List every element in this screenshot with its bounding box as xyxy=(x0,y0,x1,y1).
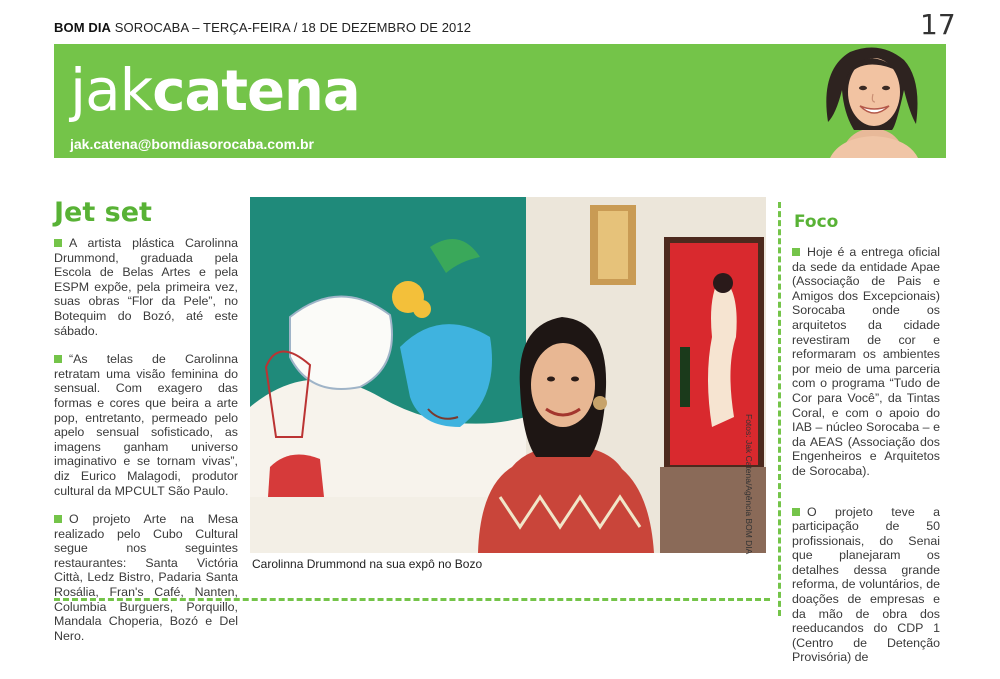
article-heading: Jet set xyxy=(54,197,152,228)
paragraph-text: “As telas de Carolinna retratam uma visão feminina do sensual. Com exagero das formas e cores que beira a arte pop, entretanto, permeado pelo apelo sensual sofisticado, as imagens ganham universo imaginativo e se tornam vivas”, diz Eurico Malagodi, produtor cultural da MPCULT São Paulo. xyxy=(54,352,238,498)
sidebar-heading: Foco xyxy=(794,212,839,232)
article-paragraph xyxy=(54,512,238,643)
column-divider-vertical xyxy=(778,202,781,616)
sidebar-body xyxy=(792,245,940,679)
paragraph-text: A artista plástica Carolinna Drummond, graduada pela Escola de Belas Artes e pela ESPM expõe, pela primeira vez, suas obras “Flor da Pele”, no Botequim do Bozó, até este sábado. xyxy=(54,236,238,338)
photo-credit: Fotos: Jak Catena/Agência BOM DIA xyxy=(744,414,754,555)
page-number: 17 xyxy=(920,8,956,41)
article-paragraph xyxy=(54,352,238,498)
bullet-square-icon xyxy=(54,515,62,523)
bullet-square-icon xyxy=(54,355,62,363)
logo-first-part: jak xyxy=(70,56,153,124)
columnist-portrait xyxy=(800,30,946,158)
logo-second-part: catena xyxy=(152,59,360,124)
column-divider-horizontal xyxy=(54,598,770,601)
bullet-square-icon xyxy=(792,508,800,516)
paragraph-text: O projeto teve a participação de 50 profissionais, do Senai que planejaram os detalhes dessa grande reforma, de voluntários, de doações de empresas e da mão de obra dos reeducandos do CDP 1 (Centro de Detenção Provisória) de xyxy=(792,504,940,665)
bullet-square-icon xyxy=(54,239,62,247)
article-paragraph xyxy=(54,236,238,338)
article-body xyxy=(54,236,238,657)
paragraph-text: O projeto Arte na Mesa realizado pelo Cubo Cultural segue nos seguintes restaurantes: Santa Victória Città, Ledz Bistro, Padaria Santa Rosália, Fran's Café, Nanten, Columbia Burguers, Porquillo, Mandala Choperia, Bozó e Del Nero. xyxy=(54,512,238,643)
sidebar-paragraph xyxy=(792,505,940,666)
column-logo xyxy=(70,56,360,124)
bullet-square-icon xyxy=(792,248,800,256)
sidebar-paragraph xyxy=(792,245,940,479)
column-banner xyxy=(54,44,946,158)
brand-name: BOM DIA xyxy=(54,20,112,35)
paragraph-text: Hoje é a entrega oficial da sede da entidade Apae (Associação de Pais e Amigos dos Excepcionais) Sorocaba onde os arquitetos da cidade revestiram de cor e reformaram os ambientes por meio de uma parceria com o programa “Tudo de Cor para Você”, da Tintas Coral, e com o apoio do IAB – núcleo Sorocaba – e da AEAS (Associação dos Engenheiros e Arquitetos de Sorocaba). xyxy=(792,245,940,478)
photo-caption: Carolinna Drummond na sua expô no Bozo xyxy=(252,557,483,571)
dateline: SOROCABA – TERÇA-FEIRA / 18 DE DEZEMBRO DE 2012 xyxy=(111,20,472,35)
event-photo xyxy=(250,197,766,553)
columnist-email[interactable]: jak.catena@bomdiasorocaba.com.br xyxy=(70,136,314,152)
masthead-line xyxy=(54,20,471,35)
